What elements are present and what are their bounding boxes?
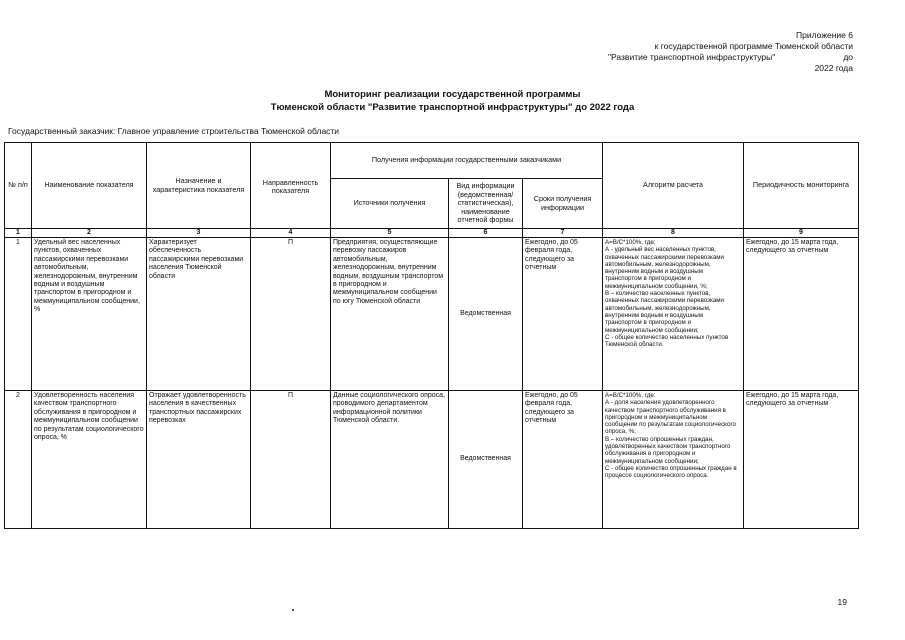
title-line-1: Мониторинг реализации государственной программы <box>324 89 581 100</box>
appendix-line-3 <box>608 52 853 63</box>
table-row <box>5 238 859 391</box>
monitoring-periodicity: Ежегодно, до 15 марта года, следующего за отчетным <box>744 391 859 529</box>
monitoring-table <box>4 142 859 529</box>
appendix-line-2: к государственной программе Тюменской области <box>654 41 853 51</box>
header-terms: Сроки получения информации <box>523 179 603 229</box>
header-sources: Источники получения <box>331 179 449 229</box>
state-customer: Государственный заказчик: Главное управление строительства Тюменской области <box>8 126 340 136</box>
page-number: 19 <box>837 597 847 607</box>
calculation-algorithm: А=В/С*100%, где: А - удельный вес населенных пунктов, охваченных пассажирскими перевозками автомобильным, железнодорожным, внутренним водным и воздушным транспортом в пригородном и межмуниципальном сообщении, %; В – количество населенных пунктов, охваченных пассажирскими перевозками автомобильным, железнодорожным, внутренним водным и воздушным транспортом в пригородном и межмуниципальном сообщении; С - общее количество населенных пунктов Тюменской области. <box>603 238 744 391</box>
scan-speck <box>292 609 294 611</box>
header-info-type: Вид информации (ведомственная/ статистическая), наименование отчетной формы <box>449 179 523 229</box>
header-row-1 <box>5 143 859 179</box>
col-number: 8 <box>603 229 744 238</box>
header-name: Наименование показателя <box>32 143 147 229</box>
row-num: 1 <box>5 238 32 391</box>
info-terms: Ежегодно, до 05 февраля года, следующего за отчетным <box>523 238 603 391</box>
info-sources: Предприятия, осуществляющие перевозку пассажиров автомобильным, железнодорожным, внутренним водным, воздушным транспортом в пригородном и межмуниципальном сообщении по югу Тюменской области <box>331 238 449 391</box>
calculation-algorithm: А=В/С*100%, где: А - доля населения удовлетворенного качеством транспортного обслуживания в пригородном и межмуниципальном сообщении по результатам социологического опроса, %; В – количество опрошенных граждан, удовлетворенных качеством транспортного обслуживания в пригородном и межмуниципальном сообщении; С - общее количество опрошенных граждан в процессе социологического опроса. <box>603 391 744 529</box>
document-title <box>0 88 905 114</box>
header-num: № п/п <box>5 143 32 229</box>
info-terms: Ежегодно, до 05 февраля года, следующего за отчетным <box>523 391 603 529</box>
appendix-line-3-left: "Развитие транспортной инфраструктуры" <box>608 52 776 62</box>
header-direction: Направленность показателя <box>251 143 331 229</box>
title-line-2: Тюменской области "Развитие транспортной инфраструктуры" до 2022 года <box>270 102 635 113</box>
appendix-header <box>608 30 853 74</box>
info-sources: Данные социологического опроса, проводимого департаментом информационной политики Тюменской области. <box>331 391 449 529</box>
header-group: Получения информации государственными заказчиками <box>331 143 603 179</box>
indicator-purpose: Отражает удовлетворенность населения в качественных транспортных пассажирских перевозках <box>147 391 251 529</box>
col-number: 2 <box>32 229 147 238</box>
col-number: 6 <box>449 229 523 238</box>
col-number: 4 <box>251 229 331 238</box>
header-purpose: Назначение и характеристика показателя <box>147 143 251 229</box>
appendix-line-1: Приложение 6 <box>796 30 853 40</box>
col-number: 1 <box>5 229 32 238</box>
table-row <box>5 391 859 529</box>
indicator-purpose: Характеризует обеспеченность пассажирскими перевозками населения Тюменской области <box>147 238 251 391</box>
header-algorithm: Алгоритм расчета <box>603 143 744 229</box>
appendix-line-4: 2022 года <box>814 63 853 73</box>
header-periodicity: Периодичность мониторинга <box>744 143 859 229</box>
indicator-name: Удельный вес населенных пунктов, охваченных пассажирскими перевозками автомобильным, железнодорожным, внутренним водным и воздушным транспортом в пригородном и межмуниципальном сообщении, % <box>32 238 147 391</box>
info-type: Ведомственная <box>449 238 523 391</box>
indicator-name: Удовлетворенность населения качеством транспортного обслуживания в пригородном и межмуниципальном сообщении по результатам социологического опроса, % <box>32 391 147 529</box>
appendix-line-3-right: до <box>843 52 853 62</box>
col-number: 7 <box>523 229 603 238</box>
col-number: 3 <box>147 229 251 238</box>
column-number-row <box>5 229 859 238</box>
col-number: 9 <box>744 229 859 238</box>
monitoring-periodicity: Ежегодно, до 15 марта года, следующего за отчетным <box>744 238 859 391</box>
col-number: 5 <box>331 229 449 238</box>
row-num: 2 <box>5 391 32 529</box>
indicator-direction: П <box>251 391 331 529</box>
info-type: Ведомственная <box>449 391 523 529</box>
indicator-direction: П <box>251 238 331 391</box>
